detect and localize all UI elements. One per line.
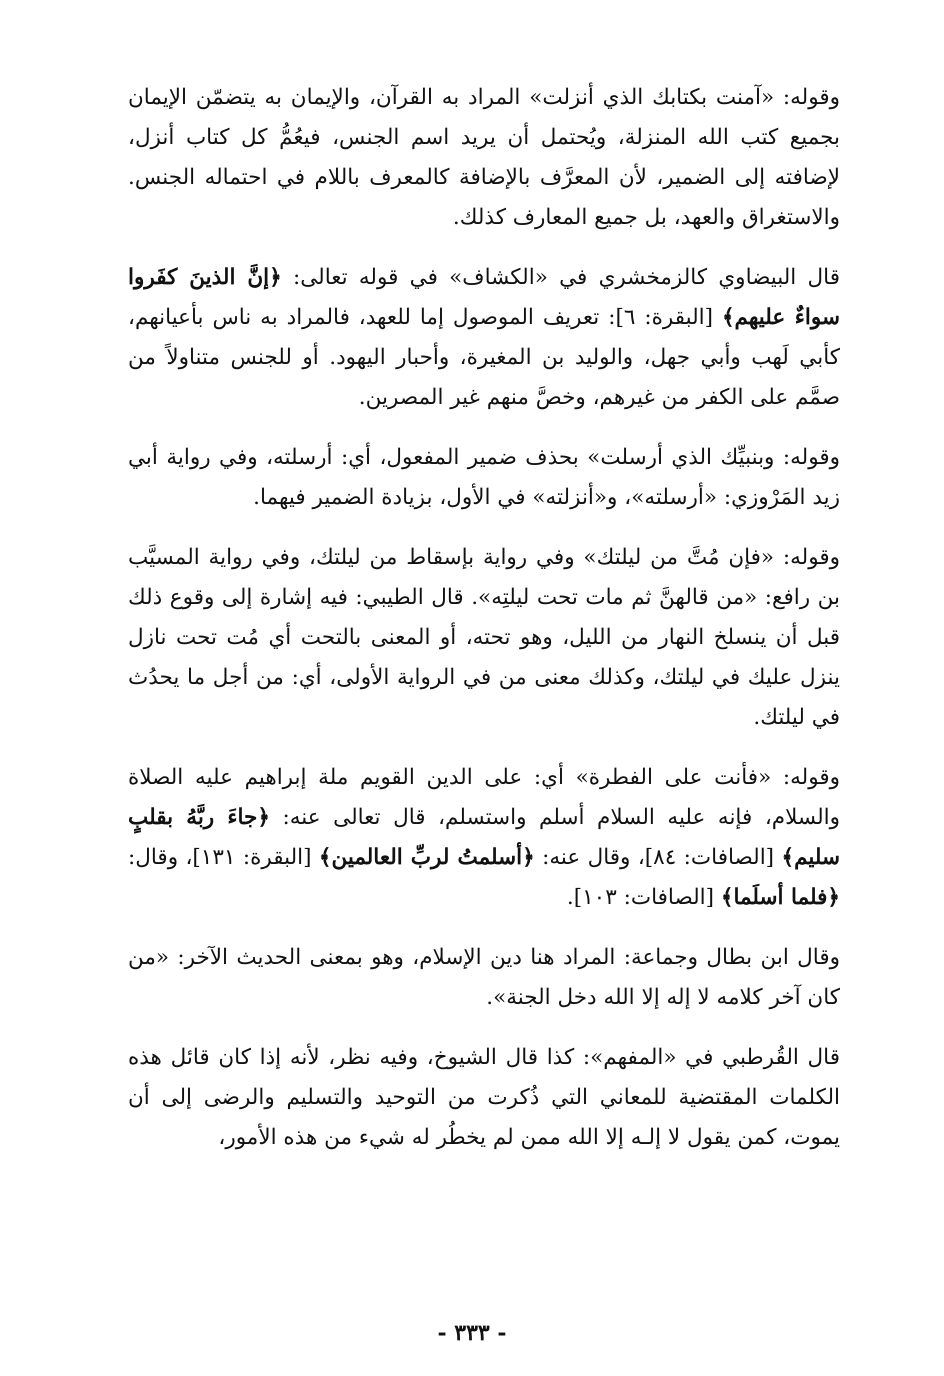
text-run: [البقرة: ٦]: تعريف الموصول إما للعهد، فالمراد به ناس بأعيانهم، كأبي لَهب وأبي جهل، والوليد بن المغيرة، وأحبار اليهود. أو للجنس متناولاً من صمَّم على الكفر من غيرهم، وخصَّ منهم غير المصرين. bbox=[128, 305, 840, 410]
text-run: وقوله: «فأنت على الفطرة» أي: على الدين القويم ملة إبراهيم عليه الصلاة والسلام، فإنه عليه السلام أسلم واستسلم، قال تعالى عنه: bbox=[128, 765, 840, 830]
text-run: [البقرة: ١٣١]، وقال: bbox=[128, 845, 319, 870]
text-run: وقوله: «فإن مُتَّ من ليلتك» وفي رواية بإسقاط من ليلتك، وفي رواية المسيَّب بن رافع: «من قالهنَّ ثم مات تحت ليلتِه». قال الطيبي: فيه إشارة إلى وقوع ذلك قبل أن ينسلخ النهار من الليل، وهو تحته، أو المعنى بالتحت أي مُت تحت نازل ينزل عليك في ليلتك، وكذلك معنى من في الرواية الأولى، أي: من أجل ما يحدُث في ليلتك. bbox=[128, 545, 840, 730]
text-run: وقال ابن بطال وجماعة: المراد هنا دين الإسلام، وهو بمعنى الحديث الآخر: «من كان آخر كلامه لا إله إلا الله دخل الجنة». bbox=[128, 945, 840, 1010]
page-number: - ٣٣٣ - bbox=[437, 1320, 507, 1346]
text-run: [الصافات: ١٠٣]. bbox=[566, 885, 721, 910]
paragraph bbox=[128, 758, 840, 918]
paragraph bbox=[128, 1038, 840, 1158]
paragraph bbox=[128, 78, 840, 238]
paragraph bbox=[128, 258, 840, 418]
quran-verse: ﴿جاءَ ربَّهُ بقلبٍ سليم﴾ bbox=[128, 805, 840, 870]
paragraph bbox=[128, 538, 840, 738]
quran-verse: ﴿إنَّ الذينَ كفَروا سواءٌ عليهم﴾ bbox=[128, 265, 840, 330]
text-run: وقوله: «آمنت بكتابك الذي أنزلت» المراد به القرآن، والإيمان به يتضمّن الإيمان بجميع كتب الله المنزلة، ويُحتمل أن يريد اسم الجنس، فيعُمُّ كل كتاب أنزل، لإضافته إلى الضمير، لأن المعرَّف بالإضافة كالمعرف باللام في احتماله الجنس. والاستغراق والعهد، بل جميع المعارف كذلك. bbox=[128, 85, 840, 230]
text-run: وقوله: وبنبيِّك الذي أرسلت» بحذف ضمير المفعول، أي: أرسلته، وفي رواية أبي زيد المَرْوزي: «أرسلته»، و«أنزلته» في الأول، بزيادة الضمير فيهما. bbox=[128, 445, 840, 510]
text-run: [الصافات: ٨٤]، وقال عنه: bbox=[534, 845, 782, 870]
paragraph bbox=[128, 938, 840, 1018]
text-run: قال البيضاوي كالزمخشري في «الكشاف» في قوله تعالى: bbox=[281, 265, 840, 290]
quran-verse: ﴿أسلمتُ لربِّ العالمين﴾ bbox=[318, 845, 535, 870]
quran-verse: ﴿فلما أسلَما﴾ bbox=[720, 885, 840, 910]
paragraph bbox=[128, 438, 840, 518]
text-run: قال القُرطبي في «المفهم»: كذا قال الشيوخ، وفيه نظر، لأنه إذا كان قائل هذه الكلمات المقتضية للمعاني التي ذُكرت من التوحيد والتسليم والرضى إلى أن يموت، كمن يقول لا إلـه إلا الله ممن لم يخطُر له شيء من هذه الأمور، bbox=[128, 1045, 840, 1150]
document-page bbox=[128, 78, 840, 1308]
